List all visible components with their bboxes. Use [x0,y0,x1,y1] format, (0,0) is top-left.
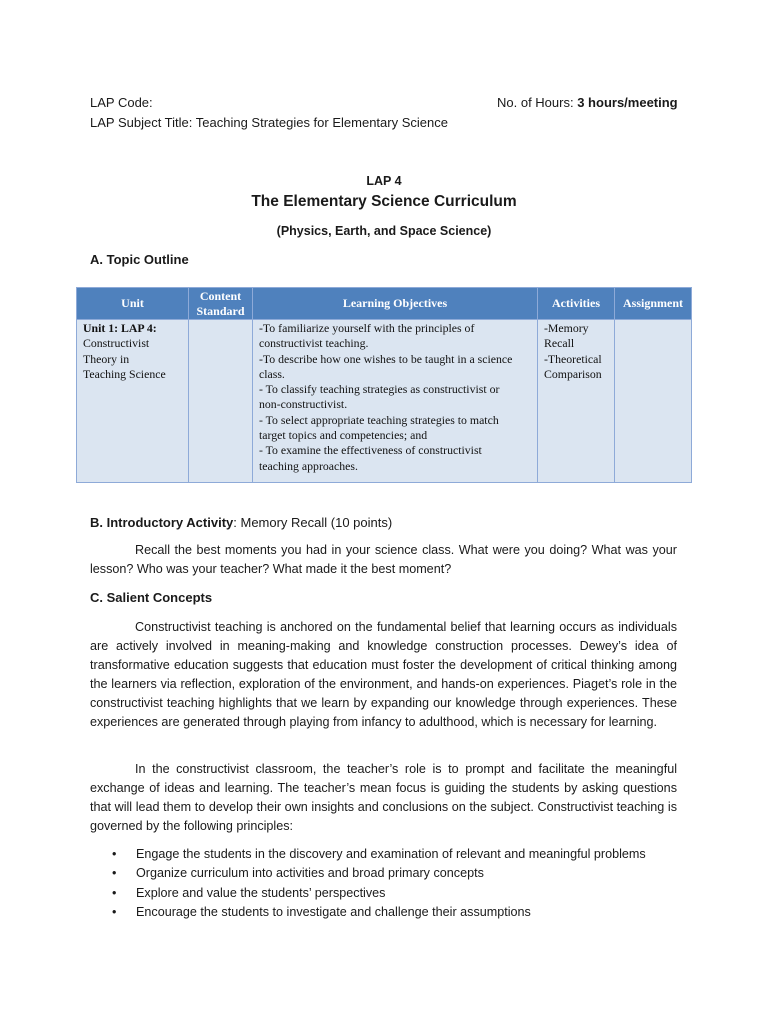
concepts-paragraph-1-text: Constructivist teaching is anchored on the fundamental belief that learning occurs as individuals are actively involved in meaning-making and knowledge construction processes. Dewey’s idea of transformative education suggests that education must foster the development of critical thinking among the learners via reflection, exploration of the environment, and hands-on experiences. Piaget’s role in the constructivist teaching highlights that we learn by expanding our knowledge through experiences. These experiences are generated through playing from infancy to adulthood, which is necessary for learning. [90,620,677,729]
list-item-text: Encourage the students to investigate and challenge their assumptions [136,905,531,920]
topic-outline-heading: A. Topic Outline [90,252,189,267]
lap-number: LAP 4 [366,174,402,188]
objective-line: non-constructivist. [259,397,348,412]
objective-line: teaching approaches. [259,458,358,473]
page-subtitle: (Physics, Earth, and Space Science) [276,224,492,238]
unit-cell [77,320,189,483]
header-content-standard-line2: Standard [196,303,245,318]
hours-value: 3 hours/meeting [577,95,678,110]
objective-line: target topics and competencies; and [259,428,428,443]
bullet-icon: • [112,866,117,881]
list-item-text: Explore and value the students’ perspectives [136,885,386,900]
bullet-icon: • [112,905,117,920]
principles-list [110,845,710,923]
introductory-activity-text: : Memory Recall (10 points) [233,515,393,530]
unit-title: Unit 1: LAP 4: [83,321,157,335]
objectives-cell [253,320,538,483]
intro-paragraph-text: Recall the best moments you had in your science class. What were you doing? What was your lesson? Who was your teacher? What made it the best moment? [90,543,677,576]
bullet-icon: • [112,885,117,900]
introductory-activity [90,514,392,531]
page-title: The Elementary Science Curriculum [251,193,517,210]
list-item [110,845,710,864]
objective-line: -To familiarize yourself with the principles of [259,321,475,335]
activities-cell [538,320,615,483]
activity-line: Comparison [544,366,602,381]
objective-line: - To select appropriate teaching strategies to match [259,412,499,427]
content-standard-cell [189,320,253,483]
unit-line: Theory in [83,351,130,366]
concepts-paragraph-2 [90,760,677,836]
activity-line: -Memory [544,321,589,335]
intro-paragraph [90,541,677,579]
hours-field [497,94,678,111]
assignment-cell [615,320,692,483]
activity-line: -Theoretical [544,351,602,366]
header-activities: Activities [538,288,615,320]
salient-concepts-heading: C. Salient Concepts [90,590,213,605]
objective-line: -To describe how one wishes to be taught in a science [259,351,513,366]
subject-title-field [90,114,448,131]
subject-title-value: Teaching Strategies for Elementary Science [195,115,448,130]
table-row [77,320,692,483]
objective-line: - To classify teaching strategies as constructivist or [259,382,500,397]
hours-label: No. of Hours: [497,95,574,110]
unit-line: Teaching Science [83,366,166,381]
concepts-paragraph-1 [90,618,677,731]
lap-code-label: LAP Code: [90,95,153,110]
introductory-activity-heading: B. Introductory Activity [90,515,234,530]
list-item-text: Organize curriculum into activities and broad primary concepts [136,866,484,881]
subject-title-label: LAP Subject Title: [90,115,193,130]
header-content-standard-line1: Content [199,288,242,303]
topic-outline-table [76,287,692,483]
list-item [110,884,710,903]
header-unit: Unit [77,288,189,320]
unit-line: Constructivist [83,336,150,351]
header-learning-objectives: Learning Objectives [253,288,538,320]
objective-line: constructivist teaching. [259,336,369,351]
objective-line: class. [259,366,285,381]
list-item-text: Engage the students in the discovery and examination of relevant and meaningful problems [136,847,646,861]
list-item [110,864,710,883]
concepts-paragraph-2-text: In the constructivist classroom, the teacher’s role is to prompt and facilitate the meaningful exchange of ideas and learning. The teacher’s mean focus is guiding the students by asking questions that will lead them to develop their own insights and conclusions on the subject. Constructivist teaching is governed by the following principles: [90,762,677,833]
objective-line: - To examine the effectiveness of constructivist [259,443,482,458]
bullet-icon: • [112,847,117,861]
header-assignment: Assignment [615,288,692,320]
table-header-row [77,288,692,320]
header-content-standard [189,288,253,320]
activity-line: Recall [544,336,575,351]
list-item [110,903,710,922]
